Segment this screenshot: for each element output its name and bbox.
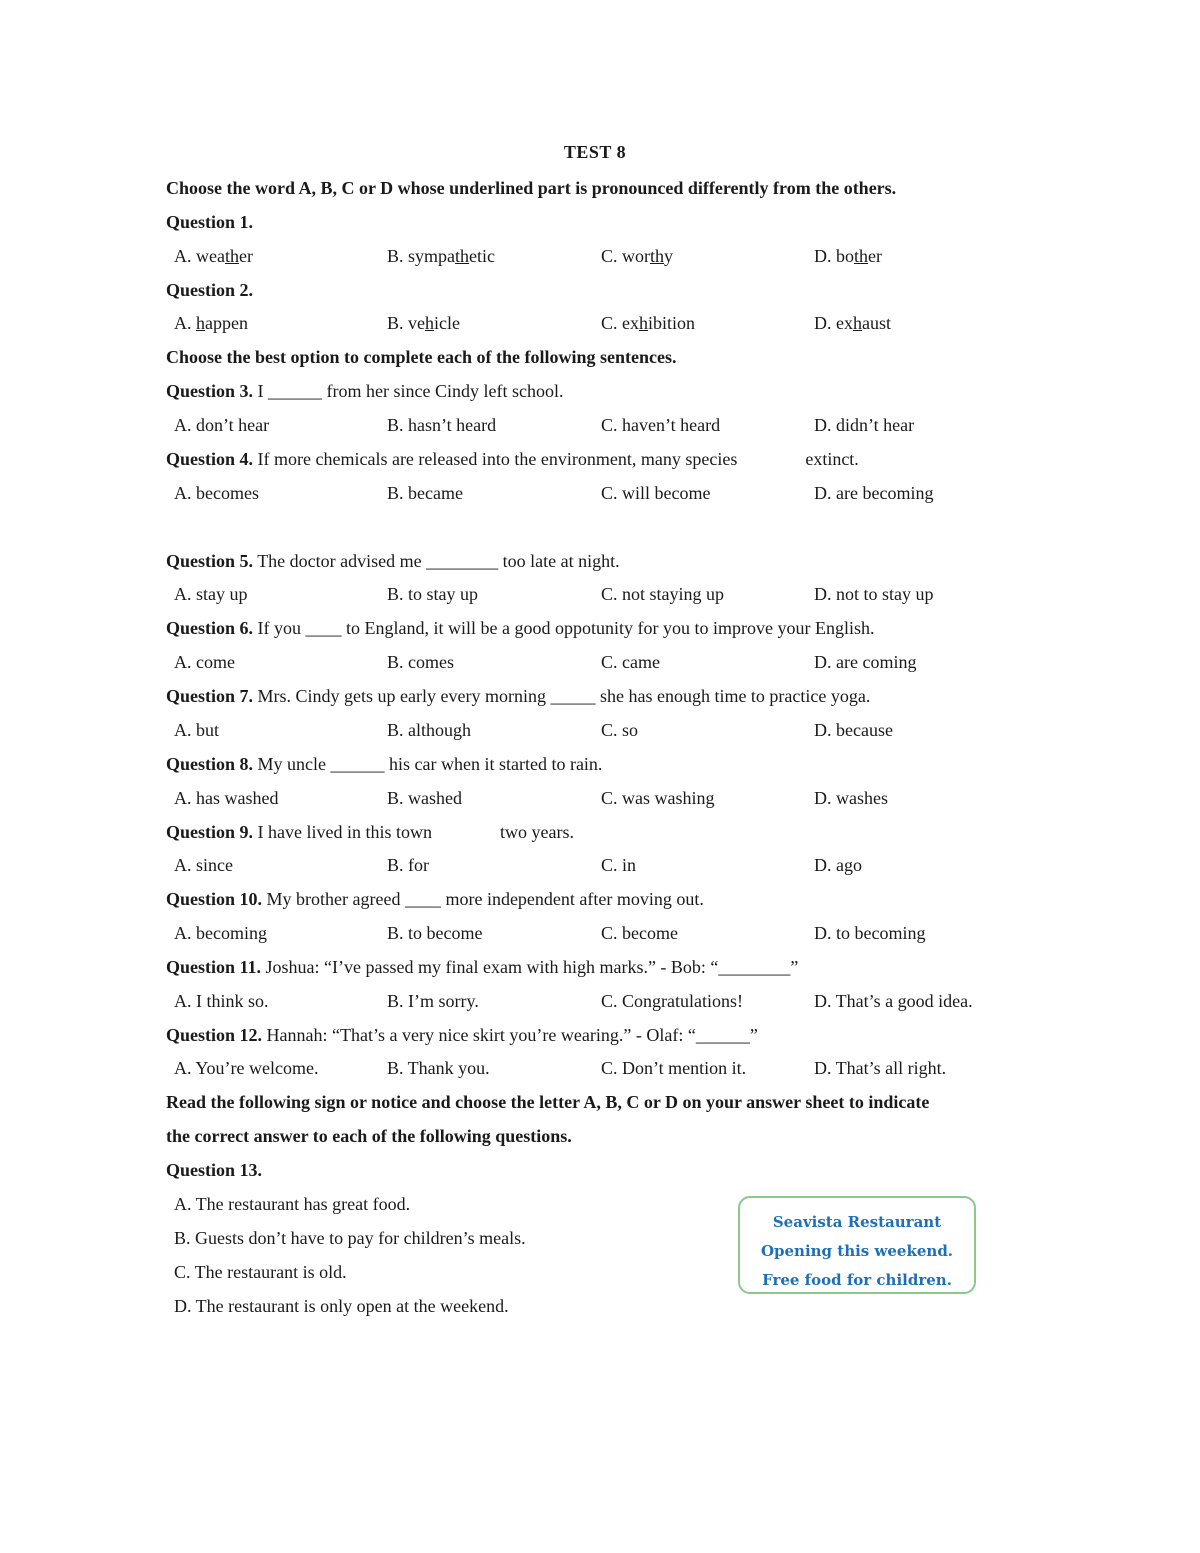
q12-option-d[interactable]: D. That’s all right.: [814, 1058, 947, 1078]
q1-option-d[interactable]: D. bother: [814, 246, 882, 266]
underlined-part: h: [196, 313, 205, 333]
test-title: TEST 8: [563, 142, 627, 162]
q11-option-d[interactable]: D. That’s a good idea.: [814, 991, 973, 1011]
q1-option-a[interactable]: A. weather: [174, 246, 253, 266]
question-8: [166, 753, 602, 775]
question-7-text: Mrs. Cindy gets up early every morning _____ she has enough time to practice yoga.: [253, 686, 871, 706]
q1-option-b[interactable]: B. sympathetic: [387, 246, 496, 266]
q9-option-d[interactable]: D. ago: [814, 855, 862, 875]
question-6: [166, 617, 874, 639]
q5-option-b[interactable]: B. to stay up: [387, 584, 479, 604]
q7-option-c[interactable]: C. so: [601, 720, 639, 740]
q3-option-c[interactable]: C. haven’t heard: [601, 415, 721, 435]
q6-option-d[interactable]: D. are coming: [814, 652, 917, 672]
completion-instruction: Choose the best option to complete each of the following sentences.: [166, 347, 677, 367]
q10-option-c[interactable]: C. become: [601, 923, 678, 943]
question-2-label: Question 2.: [166, 280, 254, 300]
q12-option-a[interactable]: A. You’re welcome.: [174, 1058, 319, 1078]
q2-option-b[interactable]: B. vehicle: [387, 313, 460, 333]
q13-option-b[interactable]: B. Guests don’t have to pay for children’s meals.: [174, 1228, 526, 1248]
question-1-label: Question 1.: [166, 212, 254, 232]
underlined-part: th: [224, 246, 239, 266]
q2-option-c[interactable]: C. exhibition: [601, 313, 696, 333]
q12-option-b[interactable]: B. Thank you.: [387, 1058, 490, 1078]
q13-option-d[interactable]: D. The restaurant is only open at the weekend.: [174, 1296, 509, 1316]
question-9-text: I have lived in this town: [253, 822, 432, 842]
notice-line-3: Free food for children.: [762, 1271, 952, 1289]
question-12-label: Question 12.: [166, 1025, 263, 1045]
underlined-part: th: [455, 246, 470, 266]
notice-line-2: Opening this weekend.: [760, 1242, 954, 1260]
q10-option-d[interactable]: D. to becoming: [814, 923, 926, 943]
q4-option-a[interactable]: A. becomes: [174, 483, 259, 503]
underlined-part: th: [854, 246, 869, 266]
restaurant-notice-sign: [738, 1196, 976, 1294]
q10-option-a[interactable]: A. becoming: [174, 923, 267, 943]
question-4-label: Question 4.: [166, 449, 254, 469]
q10-option-b[interactable]: B. to become: [387, 923, 483, 943]
q6-option-c[interactable]: C. came: [601, 652, 660, 672]
q5-option-d[interactable]: D. not to stay up: [814, 584, 934, 604]
q12-option-c[interactable]: C. Don’t mention it.: [601, 1058, 747, 1078]
underlined-part: th: [650, 246, 665, 266]
underlined-part: h: [425, 313, 435, 333]
q13-option-c[interactable]: C. The restaurant is old.: [174, 1262, 347, 1282]
underlined-part: h: [853, 313, 862, 333]
question-10-label: Question 10.: [166, 889, 263, 909]
question-6-text: If you ____ to England, it will be a good oppotunity for you to improve your English.: [253, 618, 875, 638]
q2-option-a[interactable]: A. happen: [174, 313, 248, 333]
question-3: [166, 380, 563, 402]
question-3-text: I ______ from her since Cindy left school.: [253, 381, 564, 401]
question-8-text: My uncle ______ his car when it started to rain.: [253, 754, 603, 774]
question-11-text: Joshua: “I’ve passed my final exam with high marks.” - Bob: “________”: [261, 957, 799, 977]
question-9: [166, 821, 574, 843]
q3-option-a[interactable]: A. don’t hear: [174, 415, 270, 435]
q9-option-a[interactable]: A. since: [174, 855, 233, 875]
notice-instruction-line-2: the correct answer to each of the following questions.: [166, 1126, 572, 1146]
question-7-label: Question 7.: [166, 686, 254, 706]
question-11: [166, 956, 798, 978]
question-4-text-end: extinct.: [805, 449, 859, 469]
question-12-text: Hannah: “That’s a very nice skirt you’re wearing.” - Olaf: “______”: [262, 1025, 758, 1045]
question-9-text-end: two years.: [500, 822, 574, 842]
q7-option-a[interactable]: A. but: [174, 720, 219, 740]
q6-option-a[interactable]: A. come: [174, 652, 235, 672]
q3-option-b[interactable]: B. hasn’t heard: [387, 415, 497, 435]
q11-option-b[interactable]: B. I’m sorry.: [387, 991, 479, 1011]
question-6-label: Question 6.: [166, 618, 254, 638]
question-4-text: If more chemicals are released into the environment, many species: [253, 449, 738, 469]
question-3-label: Question 3.: [166, 381, 254, 401]
question-4: [166, 448, 859, 470]
question-11-label: Question 11.: [166, 957, 262, 977]
notice-line-1: Seavista Restaurant: [772, 1213, 942, 1231]
question-5-label: Question 5.: [166, 551, 254, 571]
question-13-label: Question 13.: [166, 1160, 263, 1180]
question-10-text: My brother agreed ____ more independent after moving out.: [262, 889, 704, 909]
question-9-label: Question 9.: [166, 822, 254, 842]
question-10: [166, 888, 704, 910]
q1-option-c[interactable]: C. worthy: [601, 246, 674, 266]
q9-option-c[interactable]: C. in: [601, 855, 637, 875]
question-5-text: The doctor advised me ________ too late at night.: [253, 551, 620, 571]
q9-option-b[interactable]: B. for: [387, 855, 429, 875]
underlined-part: h: [639, 313, 649, 333]
question-8-label: Question 8.: [166, 754, 254, 774]
q5-option-c[interactable]: C. not staying up: [601, 584, 725, 604]
q4-option-d[interactable]: D. are becoming: [814, 483, 934, 503]
question-5: [166, 550, 620, 572]
q7-option-d[interactable]: D. because: [814, 720, 893, 740]
question-7: [166, 685, 870, 707]
question-12: [166, 1024, 758, 1046]
q4-option-c[interactable]: C. will become: [601, 483, 711, 503]
q8-option-a[interactable]: A. has washed: [174, 788, 279, 808]
q4-option-b[interactable]: B. became: [387, 483, 463, 503]
q3-option-d[interactable]: D. didn’t hear: [814, 415, 915, 435]
q8-option-c[interactable]: C. was washing: [601, 788, 715, 808]
notice-instruction-line-1: Read the following sign or notice and choose the letter A, B, C or D on your answer sheet to indicate: [166, 1092, 930, 1112]
q2-option-d[interactable]: D. exhaust: [814, 313, 891, 333]
q11-option-a[interactable]: A. I think so.: [174, 991, 269, 1011]
pronunciation-instruction: Choose the word A, B, C or D whose underlined part is pronounced differently from the others.: [166, 178, 897, 198]
q8-option-d[interactable]: D. washes: [814, 788, 888, 808]
q8-option-b[interactable]: B. washed: [387, 788, 462, 808]
q6-option-b[interactable]: B. comes: [387, 652, 454, 672]
q5-option-a[interactable]: A. stay up: [174, 584, 248, 604]
q7-option-b[interactable]: B. although: [387, 720, 471, 740]
q13-option-a[interactable]: A. The restaurant has great food.: [174, 1194, 411, 1214]
q11-option-c[interactable]: C. Congratulations!: [601, 991, 743, 1011]
